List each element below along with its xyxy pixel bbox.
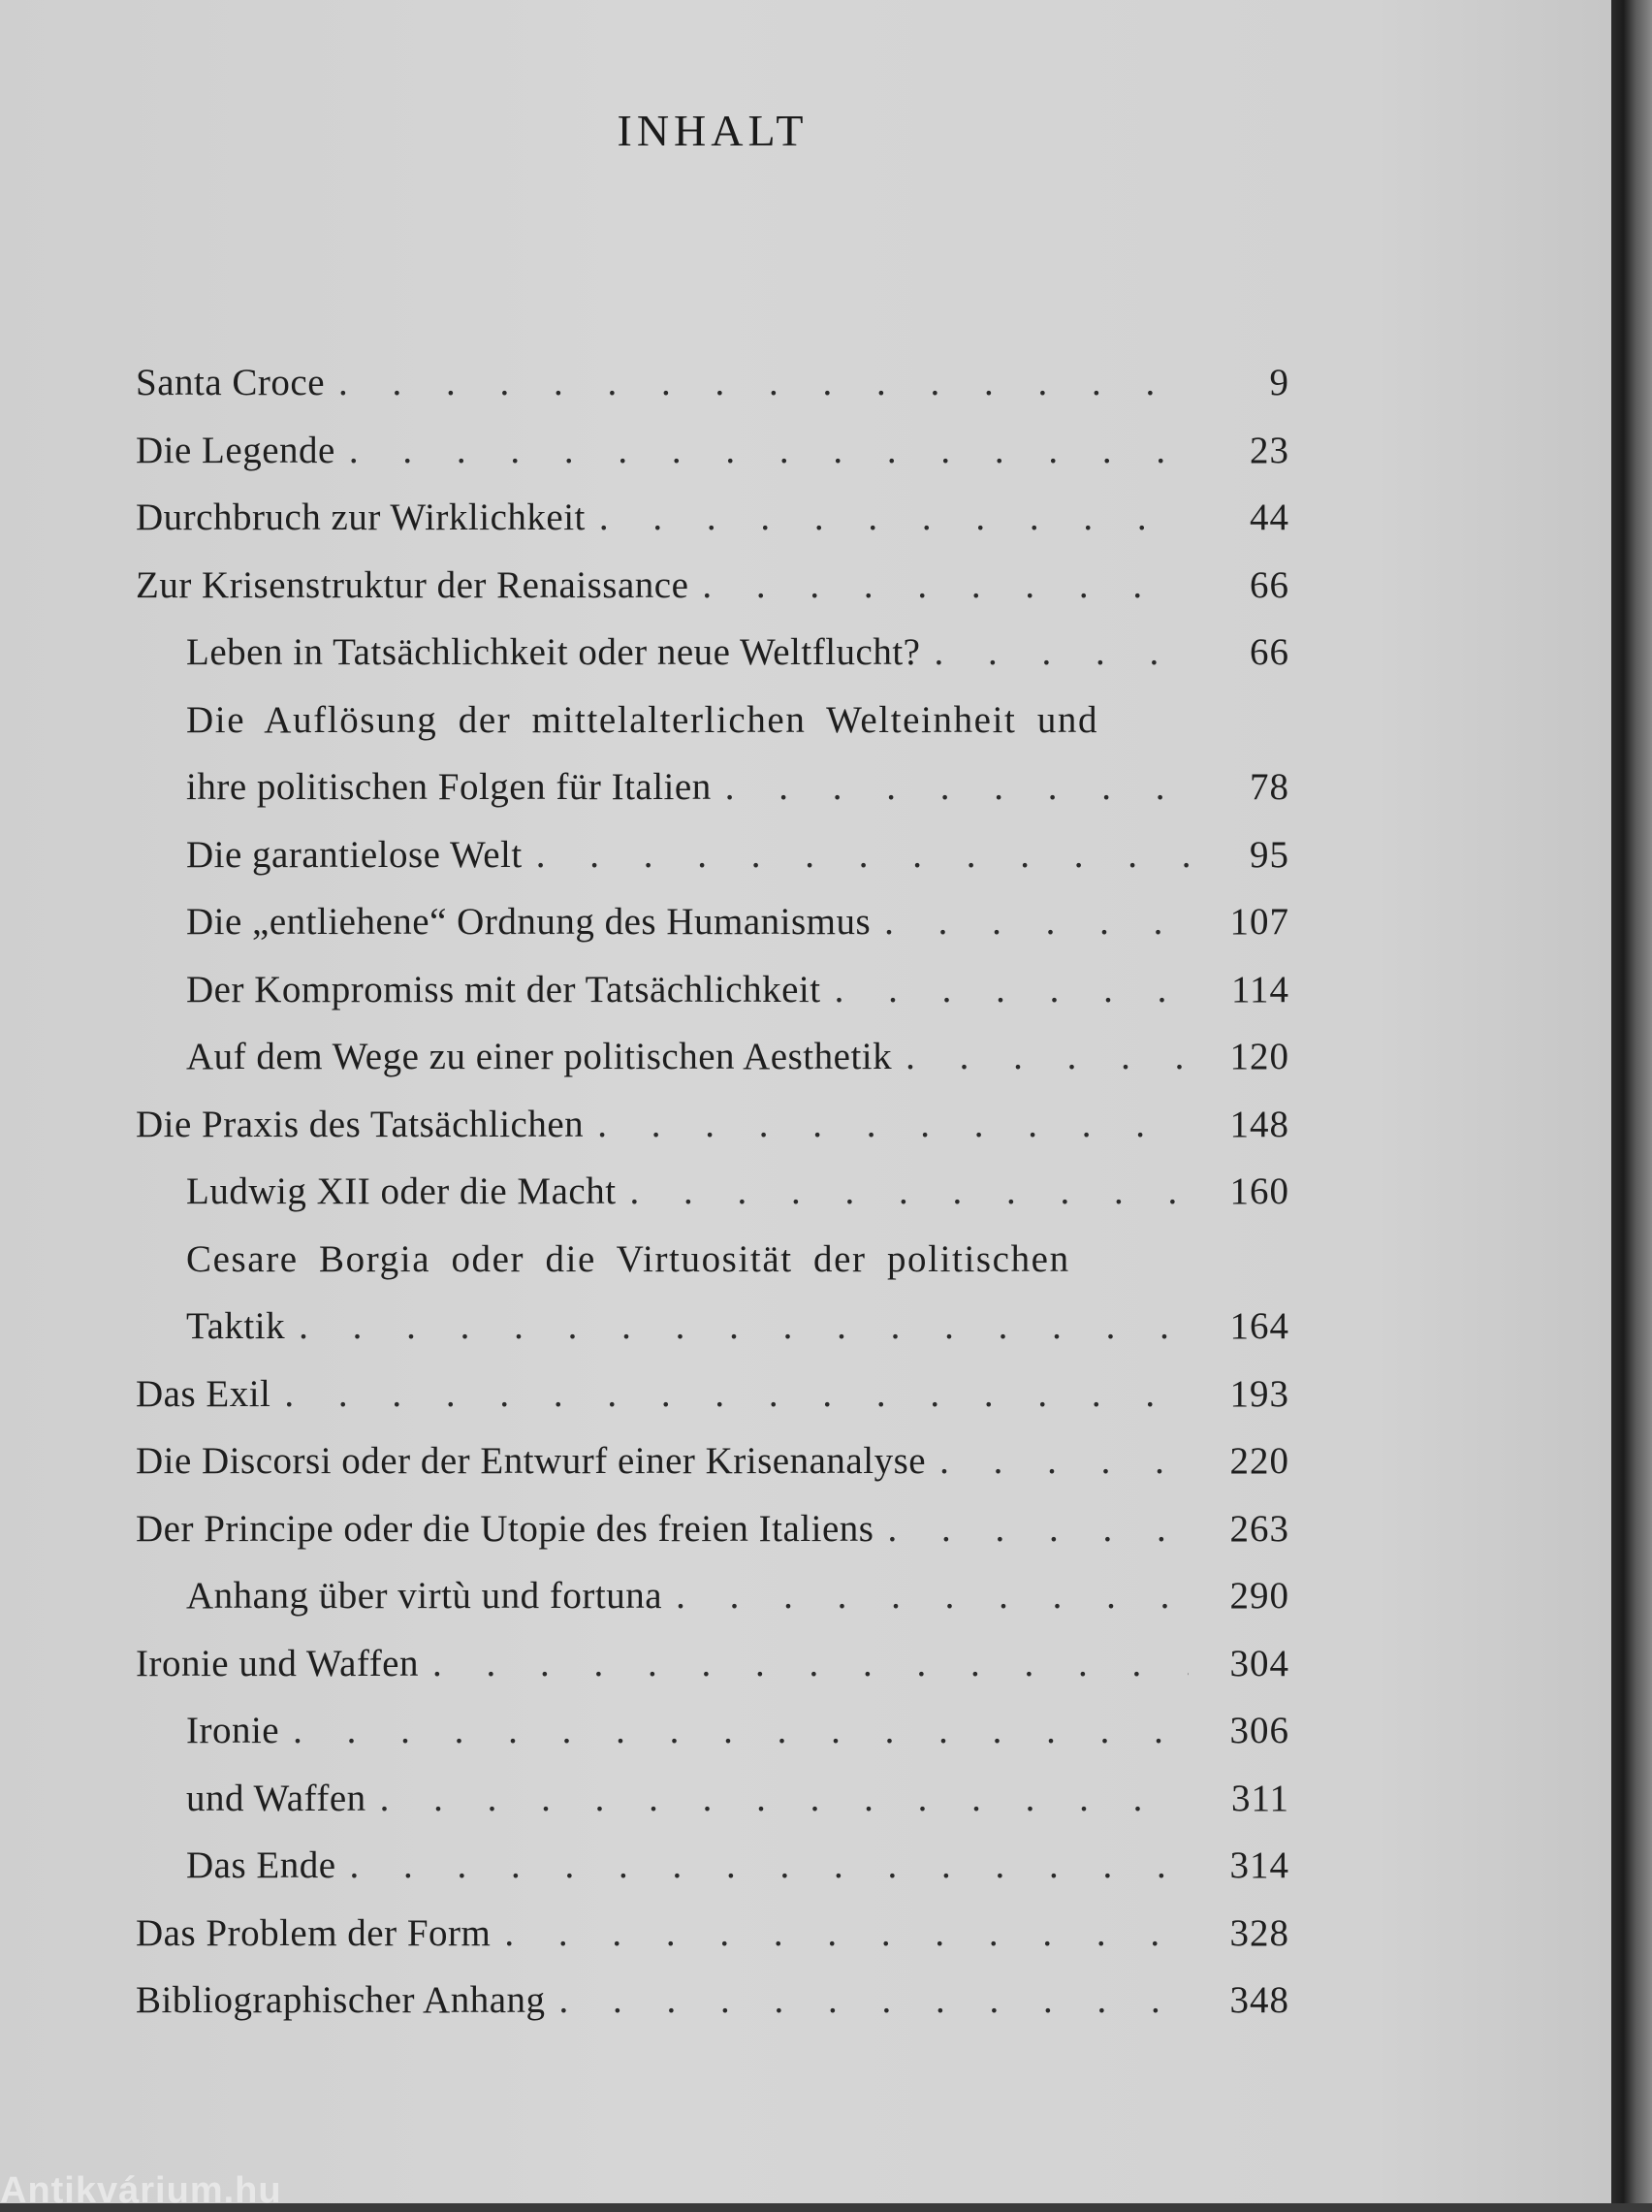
toc-entry [136,552,1299,620]
toc-page-number: 44 [1250,497,1289,538]
toc-label: Leben in Tatsächlichkeit oder neue Weltflucht? [186,631,921,673]
dot-leader [338,349,1189,417]
toc-page-number: 114 [1230,968,1289,1010]
dot-leader [676,1562,1189,1630]
toc-label: Die Auflösung der mittelalterlichen Welteinheit und [186,698,1099,741]
toc-entry [136,1967,1299,2035]
toc-label: Die Legende [136,429,335,471]
toc-entry [136,1630,1299,1698]
toc-label: Ironie und Waffen [136,1642,419,1684]
dot-leader [504,1900,1189,1968]
toc-page-number: 148 [1229,1103,1289,1145]
toc-page-number: 348 [1229,1979,1289,2021]
toc-page-number: 66 [1250,631,1289,673]
dot-leader [597,1091,1189,1159]
toc-label: Zur Krisenstruktur der Renaissance [136,563,689,606]
dot-leader [725,753,1189,821]
toc-label: Bibliographischer Anhang [136,1979,546,2021]
toc-page-number: 193 [1229,1372,1289,1415]
toc-label: Die Discorsi oder der Entwurf einer Krisenanalyse [136,1440,927,1482]
dot-leader [939,1427,1189,1495]
toc-page-number: 304 [1229,1642,1289,1684]
toc-label: Die Praxis des Tatsächlichen [136,1103,585,1145]
toc-subentry-continuation [136,753,1299,821]
dot-leader [350,1832,1189,1900]
toc-page-number: 220 [1229,1440,1289,1482]
toc-page-number: 160 [1229,1170,1289,1212]
dot-leader [599,484,1189,552]
dot-leader [349,417,1189,485]
toc-label: Ludwig XII oder die Macht [186,1170,617,1212]
dot-leader [559,1967,1189,2035]
toc-label: Das Ende [186,1844,336,1886]
dot-leader [887,1495,1189,1563]
toc-label: Anhang über virtù und fortuna [186,1575,663,1617]
toc-label: Auf dem Wege zu einer politischen Aesthetik [186,1036,893,1077]
dot-leader [935,619,1190,687]
toc-page-number: 9 [1269,362,1289,403]
toc-label: Durchbruch zur Wirklichkeit [136,497,586,538]
toc-label: und Waffen [186,1777,366,1819]
toc-label: Die „entliehene“ Ordnung des Humanismus [186,901,872,943]
toc-page-number: 120 [1229,1036,1289,1077]
toc-page-number: 314 [1229,1844,1289,1886]
toc-entry [136,1495,1299,1563]
toc-subentry [136,956,1299,1024]
toc-entry [136,417,1299,485]
toc-label: Die garantielose Welt [186,833,523,876]
toc-label: Taktik [186,1305,286,1347]
toc-subentry [136,1832,1299,1900]
dot-leader [432,1630,1189,1698]
toc-subentry-continuation [136,1293,1299,1361]
toc-subentry [136,1765,1299,1833]
dot-leader [536,821,1189,889]
dot-leader [299,1293,1189,1361]
toc-page-number: 107 [1229,901,1289,943]
page-title: INHALT [617,106,809,155]
toc-entry [136,1900,1299,1968]
toc-subentry [136,619,1299,687]
toc-page-number: 164 [1229,1305,1289,1347]
toc-subentry [136,1697,1299,1765]
dot-leader [884,888,1189,956]
toc-entry [136,484,1299,552]
dot-leader [284,1361,1189,1428]
toc-page-number: 95 [1250,833,1289,876]
toc-page-number: 78 [1250,766,1289,808]
dot-leader [630,1158,1189,1226]
toc-subentry [136,821,1299,889]
toc-subentry [136,1023,1299,1091]
toc-subentry [136,1158,1299,1226]
toc-page-number: 263 [1229,1507,1289,1550]
toc-label: Der Kompromiss mit der Tatsächlichkeit [186,968,821,1010]
toc-label: Das Exil [136,1372,271,1415]
dot-leader [293,1697,1189,1765]
dot-leader [905,1023,1189,1091]
book-spine-edge [1611,0,1652,2203]
toc-entry [136,349,1299,417]
toc-page-number: 23 [1250,429,1289,471]
toc-label: Der Principe oder die Utopie des freien Italiens [136,1507,874,1550]
toc-page-number: 328 [1229,1911,1289,1954]
dot-leader [380,1765,1189,1833]
toc-label: Cesare Borgia oder die Virtuosität der politischen [186,1237,1070,1280]
toc-entry [136,1427,1299,1495]
toc-subentry [136,1226,1299,1294]
table-of-contents [136,349,1299,2035]
dot-leader [835,956,1189,1024]
toc-page-number: 306 [1229,1710,1289,1751]
dot-leader [702,552,1189,620]
toc-page-number: 311 [1230,1777,1289,1819]
toc-page-number: 290 [1229,1575,1289,1617]
watermark-logo: Antikvárium.hu [0,2170,282,2211]
toc-label: Das Problem der Form [136,1911,492,1954]
toc-subentry [136,687,1299,754]
toc-label: ihre politischen Folgen für Italien [186,766,712,808]
toc-page-number: 66 [1250,563,1289,606]
toc-entry [136,1091,1299,1159]
toc-label: Santa Croce [136,362,326,403]
toc-subentry [136,888,1299,956]
toc-label: Ironie [186,1710,280,1751]
toc-entry [136,1361,1299,1428]
toc-subentry [136,1562,1299,1630]
